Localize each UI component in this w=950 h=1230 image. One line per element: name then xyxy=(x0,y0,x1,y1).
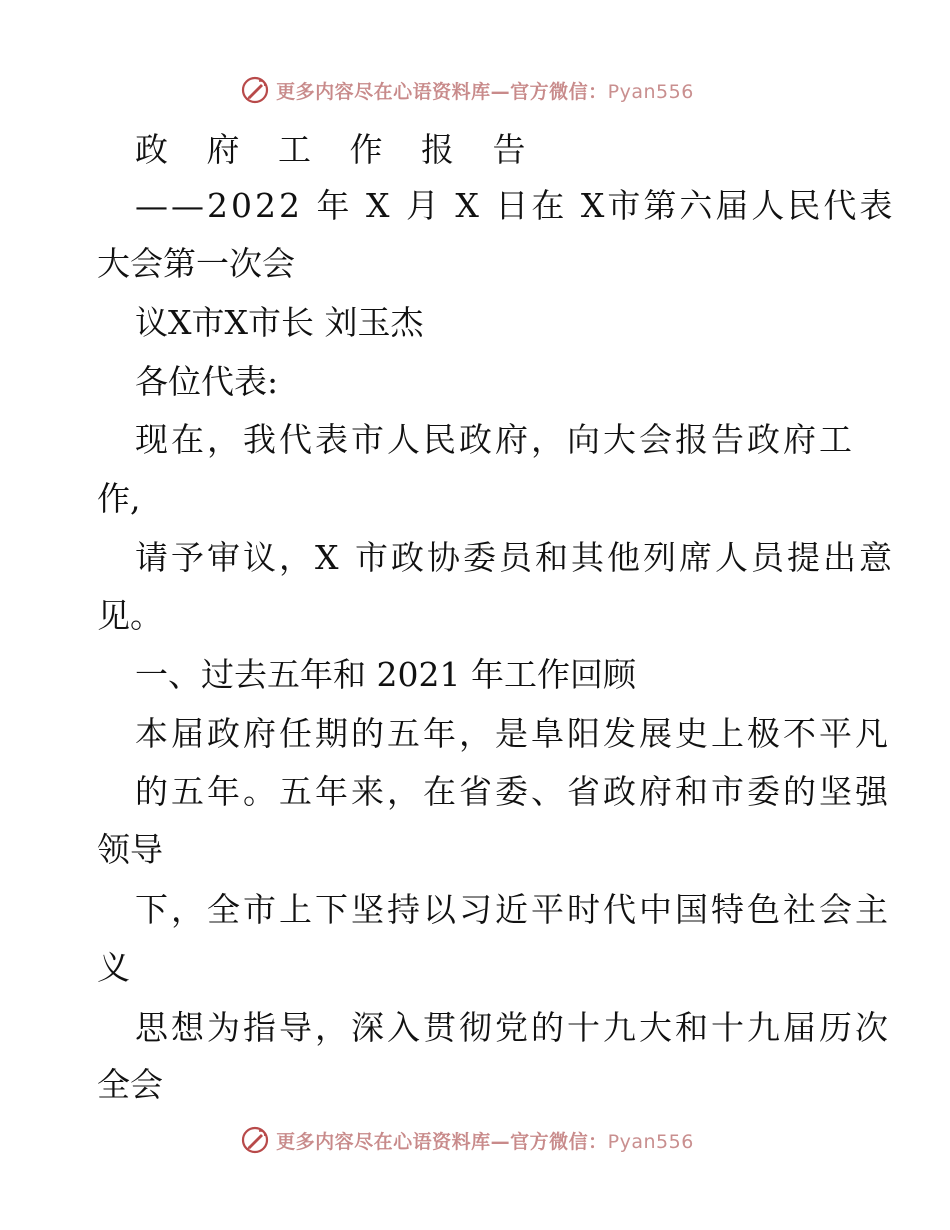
section-heading: 一、过去五年和 2021 年工作回顾 xyxy=(135,655,636,694)
quill-pen-logo-icon xyxy=(240,1125,270,1155)
text-line-paragraph: 义 xyxy=(97,948,130,987)
watermark-banner-bottom xyxy=(0,1120,950,1160)
text-line-paragraph: 的五年。五年来，在省委、省政府和市委的坚强 xyxy=(135,772,891,811)
text-line-dateline-cont: 大会第一次会 xyxy=(97,244,295,283)
document-title: 政 府 工 作 报 告 xyxy=(135,130,540,169)
text-line-paragraph: 领导 xyxy=(97,830,163,869)
text-line-paragraph: 全会 xyxy=(97,1065,163,1104)
watermark-group xyxy=(240,75,694,105)
text-line-paragraph: 请予审议，X 市政协委员和其他列席人员提出意 xyxy=(135,538,895,577)
watermark-text xyxy=(276,1127,694,1154)
text-line-paragraph: 见。 xyxy=(97,596,163,635)
watermark-group xyxy=(240,1125,694,1155)
text-line-speaker: 议X市X市长 刘玉杰 xyxy=(135,303,424,342)
watermark-text-latin: Pyan556 xyxy=(607,80,694,103)
watermark-text xyxy=(276,77,694,104)
watermark-text-cn: 更多内容尽在心语资料库—官方微信： xyxy=(276,80,608,103)
text-line-paragraph: 思想为指导，深入贯彻党的十九大和十九届历次 xyxy=(135,1008,891,1047)
text-line-dateline: ——2022 年 X 月 X 日在 X市第六届人民代表 xyxy=(135,186,896,225)
watermark-text-latin: Pyan556 xyxy=(607,1130,694,1153)
text-line-salutation: 各位代表: xyxy=(135,362,279,401)
text-line-paragraph: 下，全市上下坚持以习近平时代中国特色社会主 xyxy=(135,890,891,929)
text-line-paragraph: 现在，我代表市人民政府，向大会报告政府工 xyxy=(135,420,855,459)
quill-pen-logo-icon xyxy=(240,75,270,105)
text-line-paragraph: 本届政府任期的五年，是阜阳发展史上极不平凡 xyxy=(135,714,891,753)
watermark-text-cn: 更多内容尽在心语资料库—官方微信： xyxy=(276,1130,608,1153)
text-line-paragraph: 作, xyxy=(97,479,141,518)
watermark-banner-top xyxy=(0,70,950,110)
